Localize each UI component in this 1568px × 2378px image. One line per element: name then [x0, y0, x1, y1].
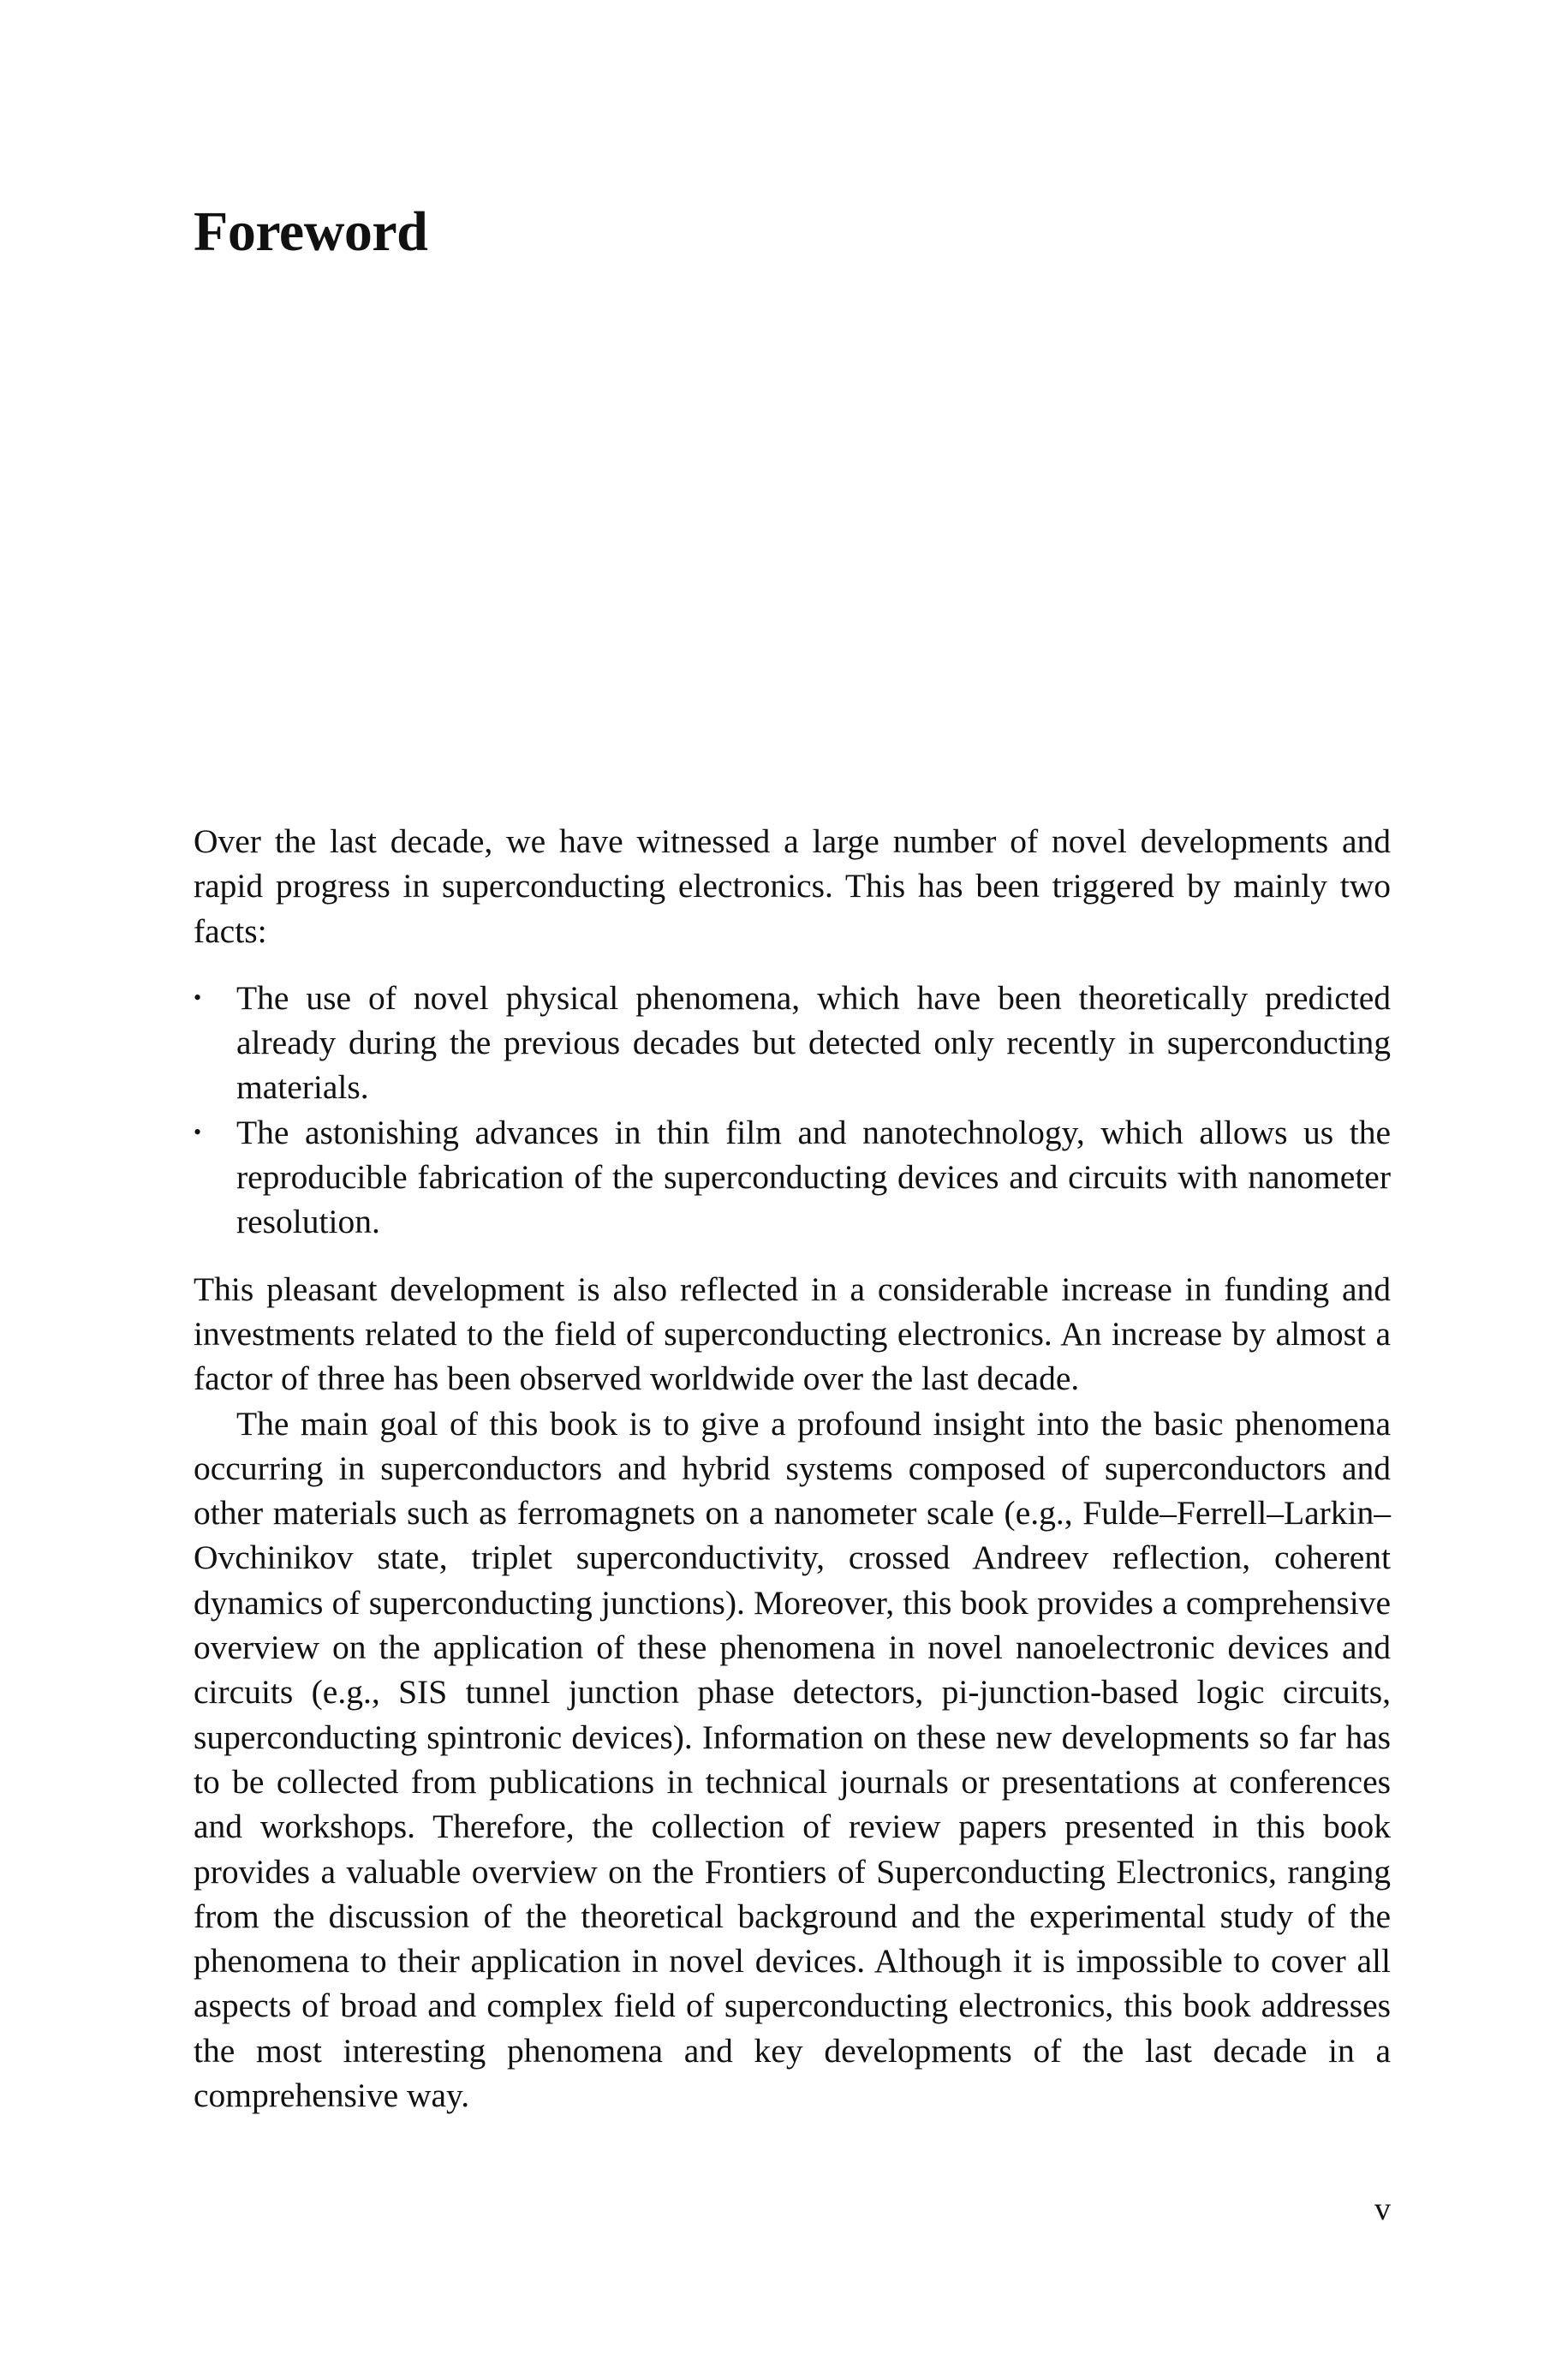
goal-paragraph: The main goal of this book is to give a profound insight into the basic phenomena occurring in superconductors and hybrid systems composed of superconductors and other materials such as ferromagnets on a nanometer scale (e.g., Fulde–Ferrell–Larkin–Ovchinikov state, triplet superconductivity, crossed Andreev reflection, coherent dynamics of superconducting junctions). Moreover, this book provides a comprehensive overview on the application of these phenomena in novel nanoelectronic devices and circuits (e.g., SIS tunnel junction phase detectors, pi-junction-based logic circuits, superconducting spintronic devices). Information on these new developments so far has to be collected from publications in technical journals or presentations at conferences and workshops. Therefore, the collection of review papers presented in this book provides a valuable overview on the Frontiers of Superconducting Electronics, ranging from the discussion of the theoretical background and the experimental study of the phenomena to their application in novel devices. Although it is impossible to cover all aspects of broad and complex field of superconducting electronics, this book addresses the most interesting phenomena and key developments of the last decade in a comprehensive way. [194, 1404, 1391, 2115]
bullet-icon: • [194, 1119, 202, 1144]
list-item-text: The use of novel physical phenomena, which have been theoretically predicted already during the previous decades but detected only recently in superconducting materials. [236, 978, 1391, 1107]
funding-paragraph: This pleasant development is also reflected in a considerable increase in funding and investments related to the field of superconducting electronics. An increase by almost a factor of three has been observed worldwide over the last decade. [194, 1270, 1391, 1398]
bullet-icon: • [194, 984, 202, 1010]
facts-list [194, 976, 1391, 1245]
foreword-body [194, 819, 1391, 2118]
page-title: Foreword [194, 200, 428, 263]
list-item [194, 1110, 1391, 1245]
list-item [194, 976, 1391, 1110]
intro-paragraph: Over the last decade, we have witnessed a large number of novel developments and rapid progress in superconducting electronics. This has been triggered by mainly two facts: [194, 822, 1391, 950]
page-number: v [1374, 2191, 1391, 2227]
list-item-text: The astonishing advances in thin film and nanotechnology, which allows us the reproducible fabrication of the superconducting devices and circuits with nanometer resolution. [236, 1113, 1391, 1241]
